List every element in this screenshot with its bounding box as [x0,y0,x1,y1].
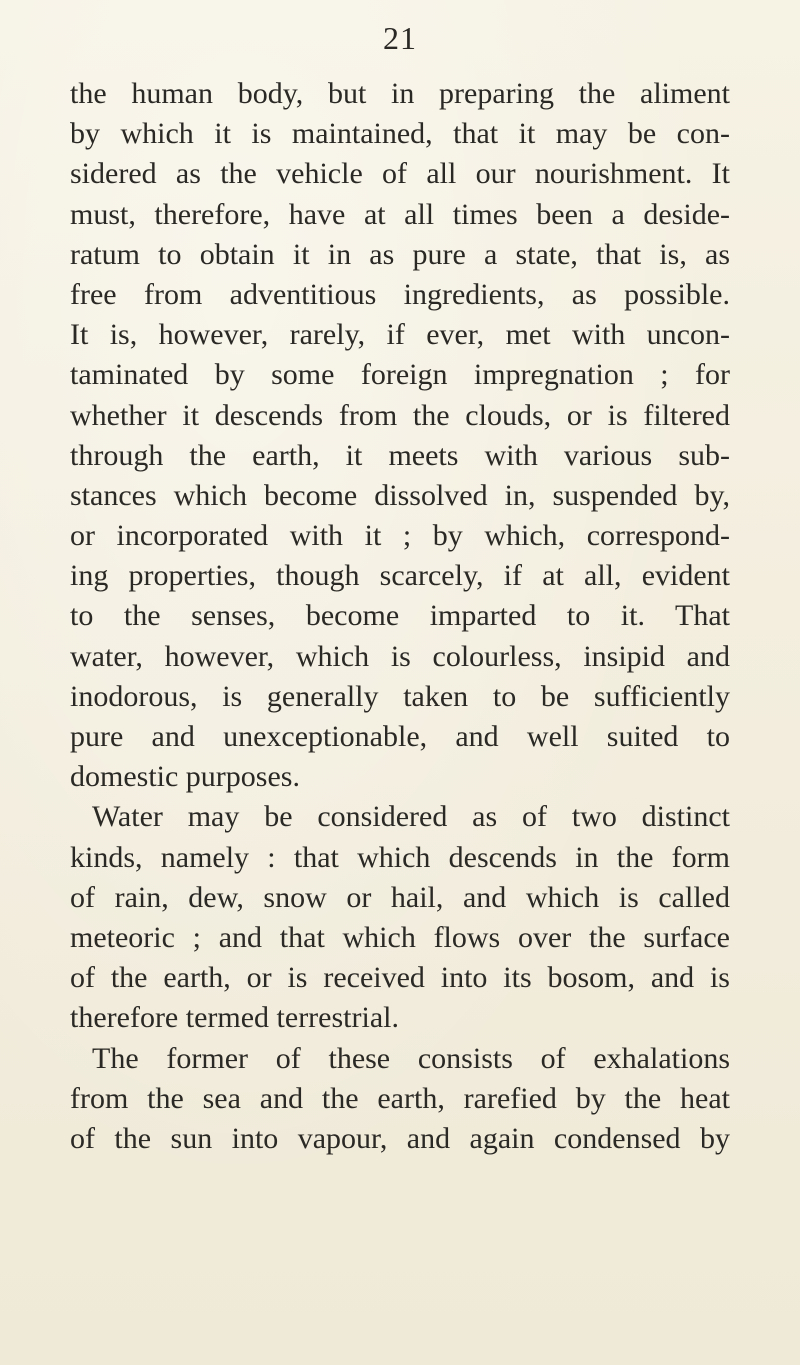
text-line: stances which become dissolved in, suspended by, [70,478,730,512]
text-line: to the senses, become imparted to it. That [70,599,730,633]
text-line: sidered as the vehicle of all our nourishment. It [70,157,730,191]
text-line: taminated by some foreign impregnation ; for [70,358,730,392]
text-line: must, therefore, have at all times been a deside- [70,197,730,231]
text-line: water, however, which is colourless, insipid and [70,639,730,673]
text-line: domestic purposes. [70,760,300,794]
text-line: from the sea and the earth, rarefied by the heat [70,1081,730,1115]
text-line: pure and unexceptionable, and well suited to [70,720,730,753]
text-line: meteoric ; and that which flows over the surface [70,920,730,954]
page-number: 21 [383,20,417,56]
text-line: It is, however, rarely, if ever, met with uncon- [70,318,730,352]
text-line: ing properties, though scarcely, if at all, evident [70,559,730,593]
text-line: through the earth, it meets with various sub- [70,438,730,472]
text-line: of the sun into vapour, and again condensed by [70,1121,730,1155]
text-line: therefore termed terrestrial. [70,1001,399,1035]
text-line: of the earth, or is received into its bosom, and is [70,961,730,995]
text-line: free from adventitious ingredients, as possible. [70,277,730,311]
body-text [70,74,730,1159]
text-line: inodorous, is generally taken to be sufficiently [70,679,730,713]
text-line: ratum to obtain it in as pure a state, that is, as [70,237,730,271]
text-line: by which it is maintained, that it may be con- [70,117,730,151]
text-line: kinds, namely : that which descends in the form [70,840,730,874]
text-line: whether it descends from the clouds, or is filtered [70,398,730,432]
paragraph-start-line: Water may be considered as of two distinct [92,800,730,834]
text-line: the human body, but in preparing the aliment [70,77,730,110]
paragraph-start-line: The former of these consists of exhalations [92,1041,730,1075]
text-line: of rain, dew, snow or hail, and which is called [70,880,730,914]
text-line: or incorporated with it ; by which, correspond- [70,519,730,553]
